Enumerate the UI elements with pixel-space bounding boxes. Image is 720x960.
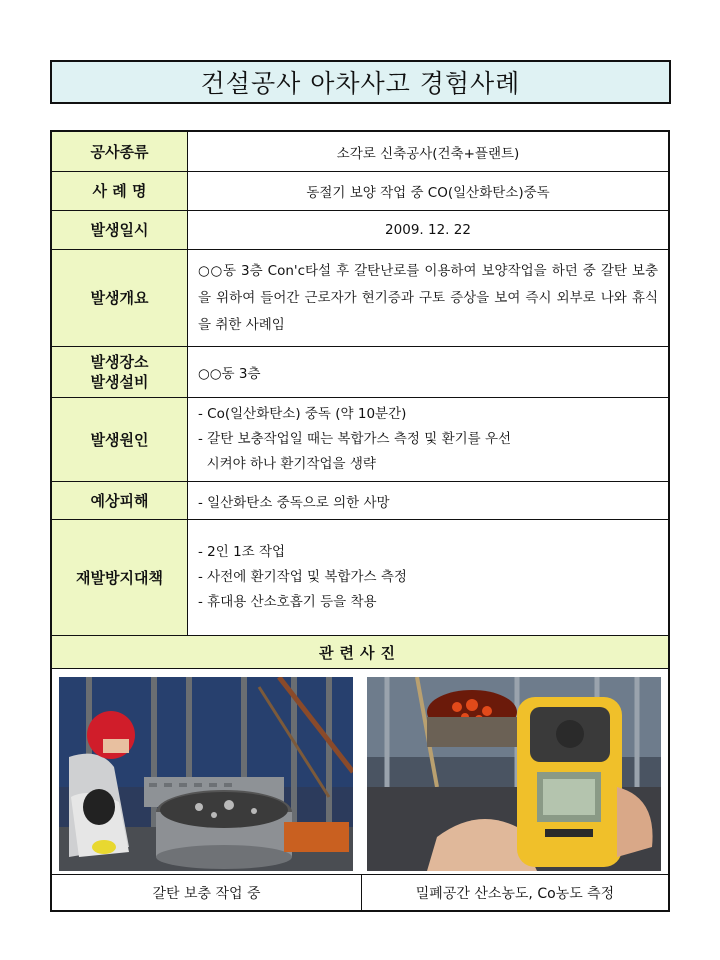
row-cause [52,398,668,482]
label-location [52,347,188,397]
row-date [52,211,668,250]
row-case-name [52,172,668,211]
value-overview [188,250,668,346]
caption-right: 밀폐공간 산소농도, Co농도 측정 [415,885,615,902]
overview-text: ○○동 3층 Con'c타설 후 갈탄난로를 이용하여 보양작업을 하던 중 갈탄 보충을 위하여 들어간 근로자가 현기증과 구토 증상을 보여 즉시 외부로 나와 휴식을 취한 사례임 [198,262,658,333]
date-text: 2009. 12. 22 [385,222,471,238]
row-damage [52,482,668,520]
value-construction-type [188,132,668,171]
prevention-line: - 휴대용 산소호흡기 등을 착용 [198,594,377,610]
label-date: 발생일시 [52,211,188,249]
label-location-place: 발생장소 [90,353,149,371]
label-overview: 발생개요 [52,250,188,346]
page-title: 건설공사 아차사고 경험사례 [50,60,671,104]
label-case-name: 사 례 명 [52,172,188,210]
cause-line: - 갈탄 보충작업일 때는 복합가스 측정 및 환기를 우선 [198,431,512,447]
prevention-line: - 사전에 환기작업 및 복합가스 측정 [198,569,407,585]
label-location-equipment: 발생설비 [90,373,149,391]
caption-left: 갈탄 보충 작업 중 [152,885,261,902]
photo-gas-measurement-illustration [367,677,661,871]
captions-row [52,875,668,910]
value-damage [188,482,668,519]
photos-area [52,669,668,875]
caption-divider [361,875,362,910]
cause-line: - Co(일산화탄소) 중독 (약 10분간) [198,406,407,422]
construction-type-text: 소각로 신축공사(건축+플랜트) [336,145,520,162]
photo-coal-refill-illustration [59,677,353,871]
report-table [50,130,670,912]
value-location [188,347,668,397]
photo-coal-refill [59,677,353,871]
label-prevention: 재발방지대책 [52,520,188,635]
value-case-name [188,172,668,210]
value-date [188,211,668,249]
label-construction-type: 공사종류 [52,132,188,171]
label-cause: 발생원인 [52,398,188,481]
row-construction-type [52,132,668,172]
row-prevention [52,520,668,636]
damage-text: - 일산화탄소 중독으로 의한 사망 [198,494,390,511]
prevention-line: - 2인 1조 작업 [198,544,286,560]
row-location [52,347,668,398]
value-cause [188,398,668,481]
photos-header: 관련사진 [52,636,668,669]
photo-gas-measurement [367,677,661,871]
row-overview [52,250,668,347]
location-text: ○○동 3층 [198,366,261,382]
value-prevention [188,520,668,635]
label-damage: 예상피해 [52,482,188,519]
case-name-text: 동절기 보양 작업 중 CO(일산화탄소)중독 [306,185,550,201]
cause-line: 시켜야 하나 환기작업을 생략 [198,456,376,472]
